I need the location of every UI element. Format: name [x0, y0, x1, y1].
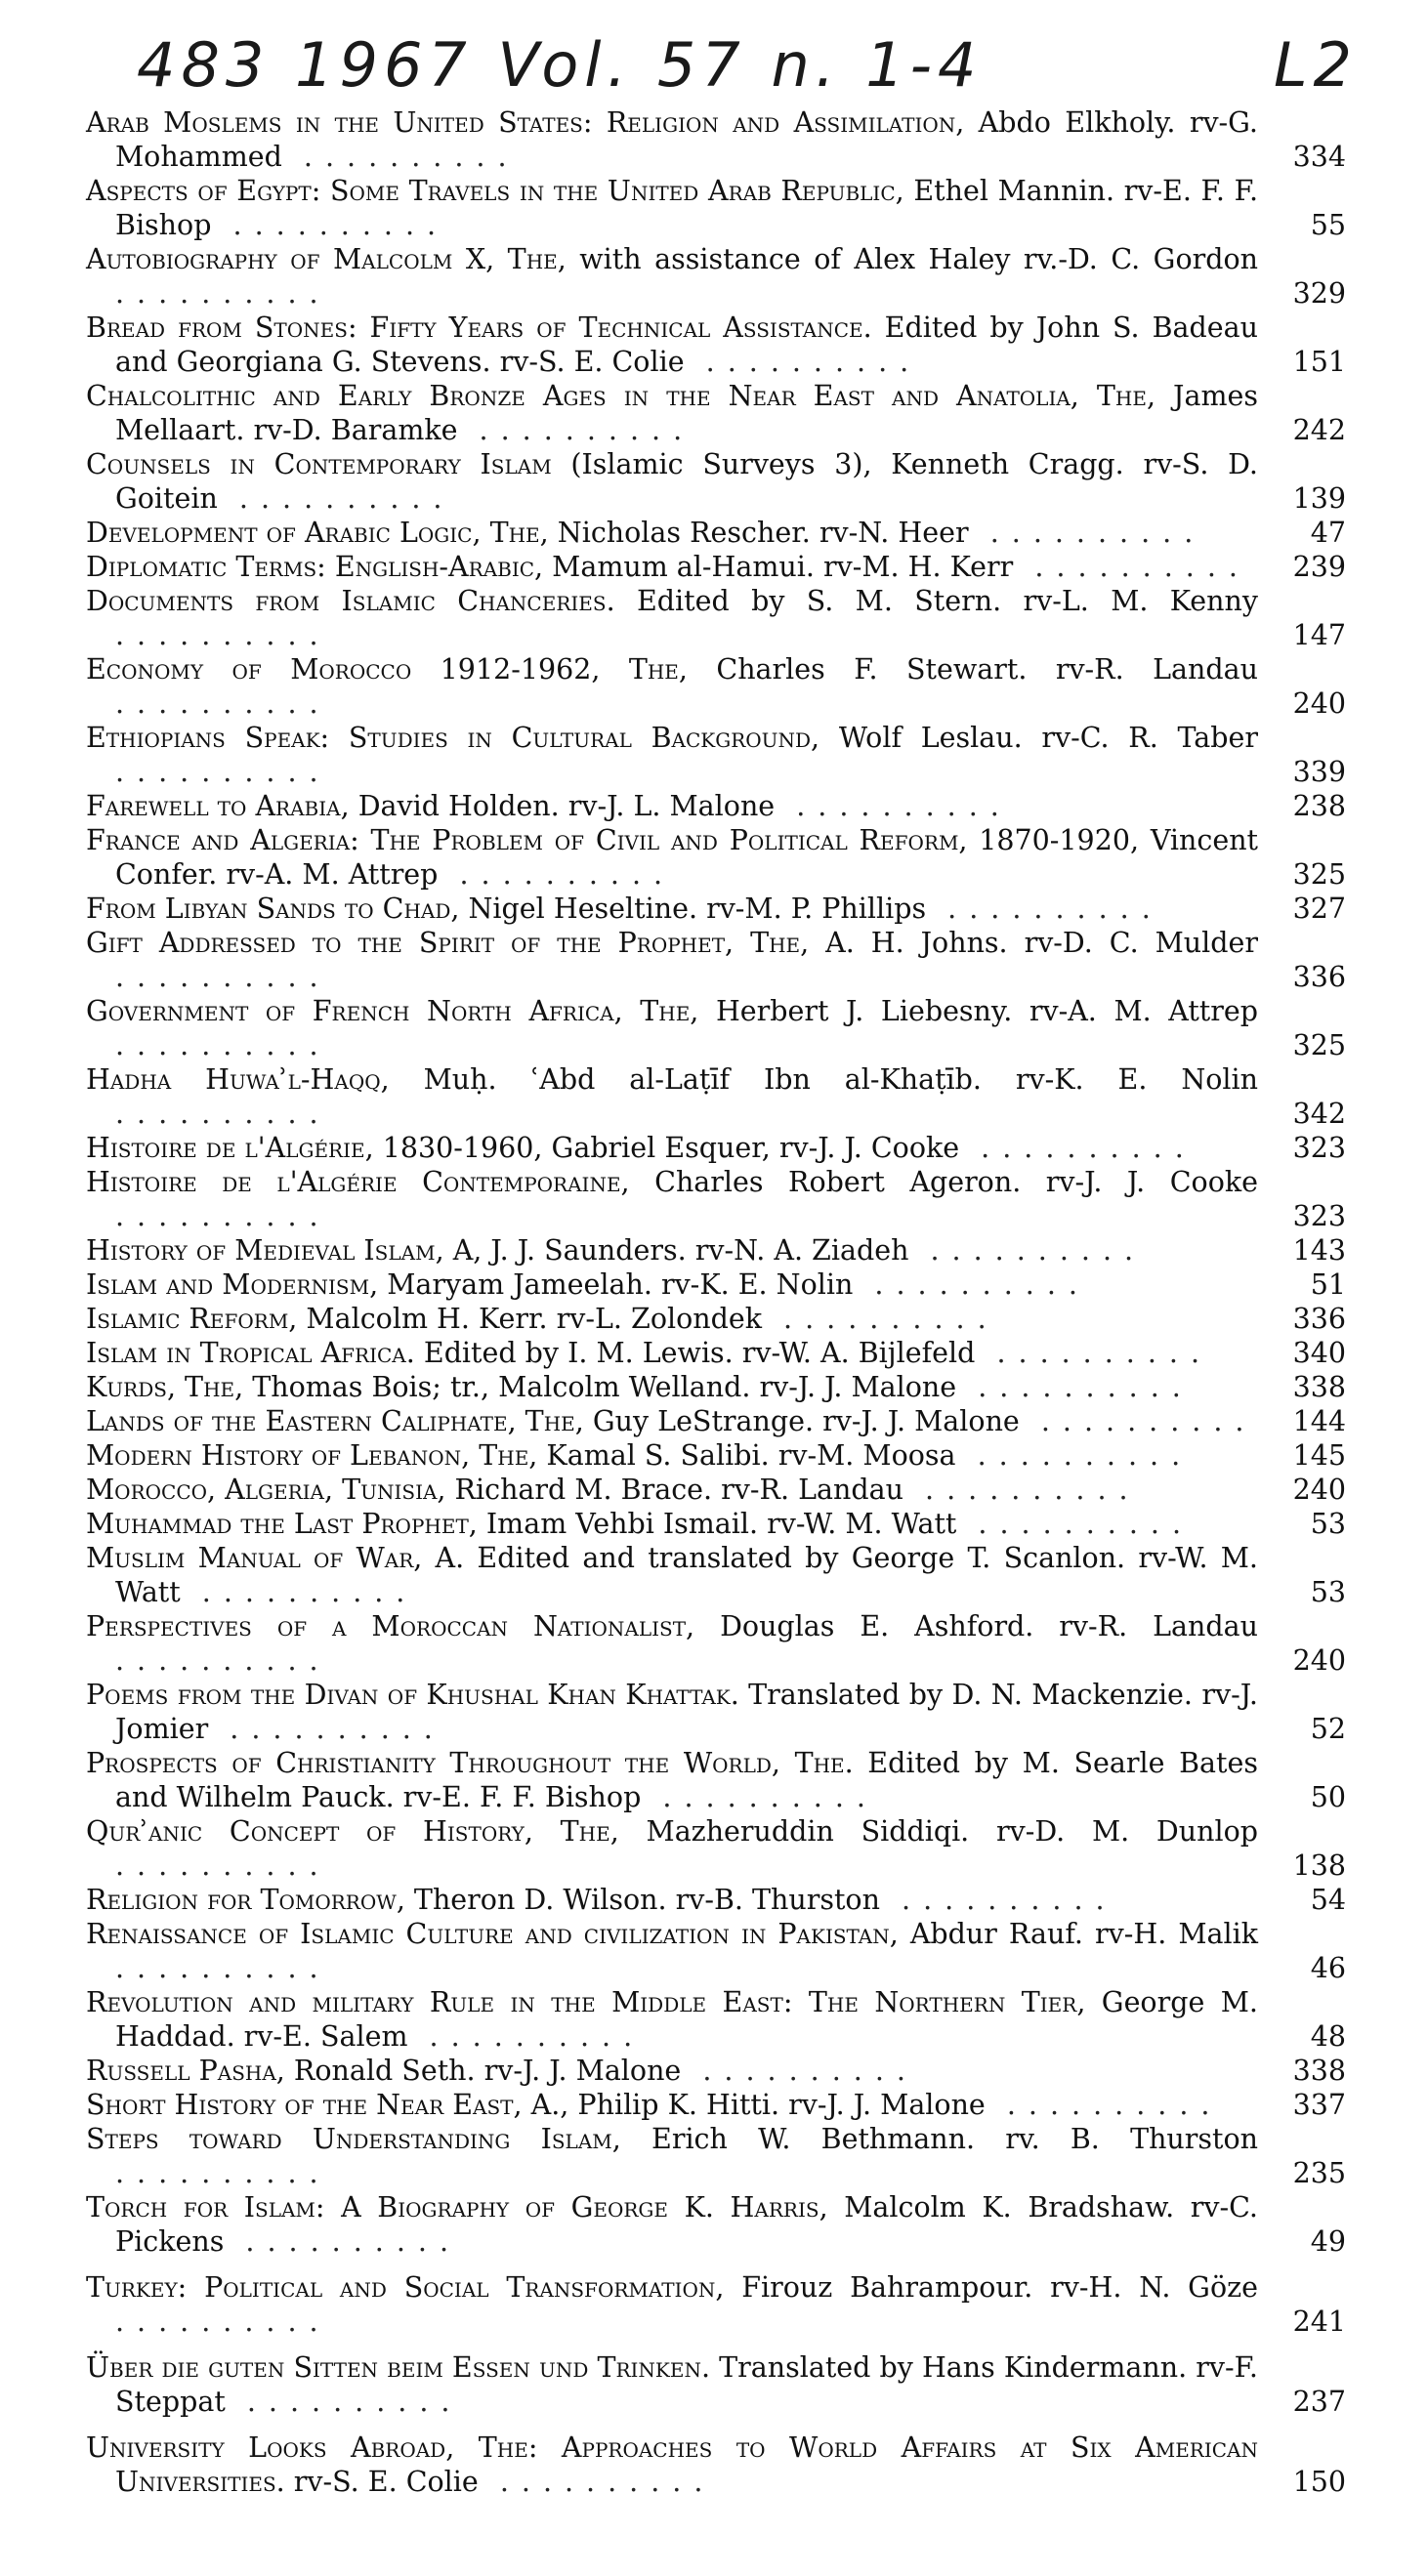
- entry-title: France and Algeria: The Problem of Civil and Political Reform, 1870-1920,: [86, 824, 1140, 856]
- index-entry: [86, 789, 1346, 823]
- entry-text: [86, 1678, 1258, 1746]
- index-entry: [86, 174, 1346, 242]
- entry-title: Morocco, Algeria, Tunisia,: [86, 1474, 446, 1506]
- entry-title: Government of French North Africa, The,: [86, 995, 699, 1027]
- entry-text: [86, 105, 1258, 174]
- leader-dots: ..........: [225, 2386, 463, 2418]
- entry-author-reviewer: Mamum al-Hamui. rv-M. H. Kerr: [543, 551, 1014, 583]
- index-entry: [86, 2350, 1346, 2419]
- entry-text: [86, 311, 1258, 379]
- entry-title: Ethiopians Speak: Studies in Cultural Background,: [86, 722, 820, 754]
- entry-author-reviewer: Imam Vehbi Ismail. rv-W. M. Watt: [477, 1508, 957, 1540]
- entry-author-reviewer: Herbert J. Liebesny. rv-A. M. Attrep: [698, 995, 1258, 1027]
- entry-title: Gift Addressed to the Spirit of the Prophet, The,: [86, 927, 810, 959]
- index-entry: [86, 2088, 1346, 2122]
- entry-author-reviewer: Guy LeStrange. rv-J. J. Malone: [583, 1405, 1020, 1437]
- index-entry: [86, 1267, 1346, 1302]
- leader-dots: ..........: [115, 619, 331, 651]
- index-entry: [86, 550, 1346, 584]
- entry-title: Renaissance of Islamic Culture and civilization in Pakistan,: [86, 1918, 899, 1950]
- index-entry: [86, 242, 1346, 311]
- entry-author-reviewer: Malcolm H. Kerr. rv-L. Zolondek: [297, 1303, 762, 1335]
- entry-page-number: 147: [1292, 619, 1346, 651]
- entry-text: [86, 2122, 1258, 2190]
- handwritten-annotation: [137, 29, 1397, 101]
- entry-page-number: 143: [1292, 1234, 1346, 1267]
- entry-title: Modern History of Lebanon, The,: [86, 1439, 538, 1472]
- index-entry: [86, 1131, 1346, 1165]
- entry-title: Chalcolithic and Early Bronze Ages in the Near East and Anatolia, The,: [86, 380, 1156, 412]
- leader-dots: ..........: [956, 1508, 1195, 1540]
- entry-text: [86, 2350, 1258, 2419]
- leader-dots: ..........: [115, 1200, 331, 1232]
- entry-page-number: 50: [1310, 1781, 1346, 1813]
- leader-dots: ..........: [438, 858, 676, 891]
- entry-text: [86, 1165, 1258, 1233]
- entry-page-number: 52: [1310, 1713, 1346, 1745]
- entry-title: Qurʾanic Concept of History, The,: [86, 1815, 619, 1848]
- leader-dots: ..........: [180, 1576, 418, 1608]
- entry-page-number: 139: [1292, 482, 1346, 515]
- entry-title: Farewell to Arabia,: [86, 790, 350, 822]
- entry-text: [86, 550, 1258, 584]
- entry-title: From Libyan Sands to Chad,: [86, 893, 460, 925]
- leader-dots: ..........: [211, 209, 449, 241]
- index-entry: [86, 1062, 1346, 1131]
- index-entry: [86, 584, 1346, 652]
- leader-dots: ..........: [224, 2225, 462, 2258]
- entry-page-number: 342: [1292, 1098, 1346, 1130]
- leader-dots: ..........: [115, 687, 331, 720]
- entry-author-reviewer: Philip K. Hitti. rv-J. J. Malone: [568, 2089, 986, 2121]
- entry-text: [86, 1404, 1258, 1438]
- index-entry: [86, 1541, 1346, 1609]
- entry-page-number: 53: [1310, 1576, 1346, 1608]
- leader-dots: ..........: [853, 1268, 1090, 1301]
- index-entry: [86, 1507, 1346, 1541]
- leader-dots: ..........: [968, 517, 1206, 549]
- leader-dots: ..........: [985, 2089, 1223, 2121]
- entry-text: [86, 1473, 1258, 1507]
- entry-page-number: 336: [1292, 961, 1346, 993]
- leader-dots: ..........: [208, 1713, 445, 1745]
- index-entry: [86, 379, 1346, 447]
- entry-title: Aspects of Egypt: Some Travels in the United Arab Republic,: [86, 175, 904, 207]
- entry-page-number: 240: [1292, 1644, 1346, 1677]
- index-entry: [86, 1883, 1346, 1917]
- entry-author-reviewer: Firouz Bahrampour. rv-H. N. Göze: [724, 2271, 1258, 2304]
- entry-author-reviewer: Charles Robert Ageron. rv-J. J. Cooke: [629, 1166, 1258, 1198]
- leader-dots: ..........: [959, 1132, 1197, 1164]
- leader-dots: ..........: [955, 1439, 1194, 1472]
- entry-author-reviewer: Mazheruddin Siddiqi. rv-D. M. Dunlop: [618, 1815, 1258, 1848]
- entry-title: Histoire de l'Algérie Contemporaine,: [86, 1166, 630, 1198]
- entry-text: [86, 1233, 1258, 1267]
- entry-text: [86, 892, 1258, 926]
- entry-author-reviewer: Edited by John S. Badeau and Georgiana G. Stevens. rv-S. E. Colie: [115, 312, 1258, 378]
- entry-title: Autobiography of Malcolm X, The,: [86, 243, 567, 275]
- entry-text: [86, 1541, 1258, 1609]
- leader-dots: ..........: [775, 790, 1012, 822]
- index-entry: [86, 994, 1346, 1062]
- index-entry: [86, 823, 1346, 892]
- entry-page-number: 336: [1292, 1303, 1346, 1335]
- entry-page-number: 145: [1292, 1439, 1346, 1472]
- entry-page-number: 339: [1292, 756, 1346, 788]
- entry-page-number: 240: [1292, 1474, 1346, 1506]
- entry-page-number: 323: [1292, 1132, 1346, 1164]
- entry-title: Über die guten Sitten beim Essen und Trinken.: [86, 2351, 711, 2384]
- entry-page-number: 138: [1292, 1849, 1346, 1882]
- entry-author-reviewer: Edited by I. M. Lewis. rv-W. A. Bijlefeld: [414, 1337, 976, 1369]
- entry-author-reviewer: Kamal S. Salibi. rv-M. Moosa: [537, 1439, 956, 1472]
- entry-text: [86, 2088, 1258, 2122]
- index-entry: [86, 1678, 1346, 1746]
- entry-author-reviewer: Malcolm K. Bradshaw. rv-C. Pickens: [115, 2191, 1258, 2258]
- leader-dots: ..........: [115, 1952, 331, 1984]
- index-entry: [86, 1609, 1346, 1678]
- handwritten-call-number: 483 1967 Vol. 57 n. 1-4: [137, 29, 983, 101]
- entry-page-number: 340: [1292, 1337, 1346, 1369]
- index-entry: [86, 311, 1346, 379]
- entry-text: [86, 584, 1258, 652]
- entry-text: [86, 1062, 1258, 1131]
- entry-author-reviewer: Wolf Leslau. rv-C. R. Taber: [819, 722, 1258, 754]
- leader-dots: ..........: [956, 1371, 1194, 1403]
- entry-title: Islamic Reform,: [86, 1303, 298, 1335]
- entry-text: [86, 721, 1258, 789]
- leader-dots: ..........: [908, 1234, 1147, 1267]
- index-entry: [86, 2054, 1346, 2088]
- entry-page-number: 55: [1310, 209, 1346, 241]
- entry-title: Counsels in Contemporary Islam: [86, 448, 552, 480]
- leader-dots: ..........: [115, 1098, 331, 1130]
- index-entry: [86, 1370, 1346, 1404]
- leader-dots: ..........: [478, 2466, 716, 2498]
- index-entry: [86, 2122, 1346, 2190]
- index-entry: [86, 721, 1346, 789]
- leader-dots: ..........: [681, 2055, 918, 2087]
- entry-text: [86, 1267, 1258, 1302]
- entry-author-reviewer: Charles F. Stewart. rv-R. Landau: [687, 653, 1258, 686]
- entry-title: Russell Pasha,: [86, 2055, 285, 2087]
- entry-page-number: 237: [1292, 2386, 1346, 2418]
- entry-page-number: 150: [1292, 2466, 1346, 2498]
- entry-title: Turkey: Political and Social Transformation,: [86, 2271, 725, 2304]
- entry-text: [86, 2431, 1258, 2499]
- book-review-index: [86, 105, 1346, 2499]
- entry-title: Bread from Stones: Fifty Years of Technical Assistance.: [86, 312, 872, 344]
- entry-author-reviewer: Nicholas Rescher. rv-N. Heer: [548, 517, 969, 549]
- index-entry: [86, 926, 1346, 994]
- leader-dots: ..........: [115, 1849, 331, 1882]
- entry-text: [86, 242, 1258, 311]
- entry-author-reviewer: (Islamic Surveys 3), Kenneth Cragg. rv-S. D. Goitein: [115, 448, 1258, 515]
- entry-text: [86, 1814, 1258, 1883]
- entry-text: [86, 2190, 1258, 2259]
- entry-text: [86, 652, 1258, 721]
- entry-text: [86, 926, 1258, 994]
- entry-page-number: 242: [1292, 414, 1346, 446]
- entry-text: [86, 174, 1258, 242]
- entry-page-number: 47: [1310, 517, 1346, 549]
- entry-author-reviewer: Abdur Rauf. rv-H. Malik: [898, 1918, 1259, 1950]
- leader-dots: ..........: [641, 1781, 878, 1813]
- entry-title: Lands of the Eastern Caliphate, The,: [86, 1405, 584, 1437]
- entry-text: [86, 823, 1258, 892]
- index-entry: [86, 1917, 1346, 1985]
- handwritten-code: L2: [1274, 29, 1358, 101]
- index-entry: [86, 1165, 1346, 1233]
- leader-dots: ..........: [115, 961, 331, 993]
- entry-page-number: 51: [1310, 1268, 1346, 1301]
- entry-author-reviewer: Nigel Heseltine. rv-M. P. Phillips: [459, 893, 927, 925]
- entry-author-reviewer: Maryam Jameelah. rv-K. E. Nolin: [378, 1268, 854, 1301]
- entry-title: Development of Arabic Logic, The,: [86, 517, 549, 549]
- entry-page-number: 334: [1292, 141, 1346, 173]
- index-entry: [86, 652, 1346, 721]
- index-entry: [86, 1473, 1346, 1507]
- entry-author-reviewer: Edited by M. Searle Bates and Wilhelm Pauck. rv-E. F. F. Bishop: [115, 1747, 1258, 1813]
- index-entry: [86, 1985, 1346, 2054]
- leader-dots: ..........: [684, 346, 922, 378]
- entry-page-number: 235: [1292, 2157, 1346, 2189]
- index-entry: [86, 1302, 1346, 1336]
- entry-text: [86, 1131, 1258, 1165]
- entry-title: Torch for Islam: A Biography of George K. Harris,: [86, 2191, 828, 2223]
- leader-dots: ..........: [903, 1474, 1141, 1506]
- entry-text: [86, 1609, 1258, 1678]
- entry-author-reviewer: Ethel Mannin. rv-E. F. F. Bishop: [115, 175, 1259, 241]
- index-entry: [86, 1233, 1346, 1267]
- entry-title: Prospects of Christianity Throughout the World, The.: [86, 1747, 854, 1779]
- entry-page-number: 327: [1292, 893, 1346, 925]
- leader-dots: ..........: [115, 277, 331, 310]
- entry-title: Hadha Huwaʾl-Haqq,: [86, 1063, 390, 1096]
- entry-page-number: 49: [1310, 2225, 1346, 2258]
- leader-dots: ..........: [407, 2020, 646, 2053]
- entry-page-number: 46: [1310, 1952, 1346, 1984]
- entry-page-number: 325: [1292, 858, 1346, 891]
- entry-text: [86, 1917, 1258, 1985]
- index-entry: [86, 892, 1346, 926]
- leader-dots: ..........: [457, 414, 695, 446]
- entry-text: [86, 379, 1258, 447]
- entry-text: [86, 447, 1258, 516]
- leader-dots: ..........: [975, 1337, 1213, 1369]
- entry-text: [86, 1746, 1258, 1814]
- entry-author-reviewer: James Mellaart. rv-D. Baramke: [115, 380, 1258, 446]
- leader-dots: ..........: [217, 482, 455, 515]
- entry-text: [86, 1883, 1258, 1917]
- entry-title: History of Medieval Islam, A,: [86, 1234, 483, 1267]
- entry-page-number: 325: [1292, 1029, 1346, 1061]
- entry-text: [86, 994, 1258, 1062]
- entry-text: [86, 789, 1258, 823]
- entry-title: Poems from the Divan of Khushal Khan Khattak.: [86, 1679, 739, 1711]
- leader-dots: ..........: [926, 893, 1163, 925]
- entry-title: Kurds, The,: [86, 1371, 244, 1403]
- index-entry: [86, 1746, 1346, 1814]
- entry-text: [86, 2270, 1258, 2339]
- entry-title: Documents from Islamic Chanceries.: [86, 585, 615, 617]
- entry-author-reviewer: David Holden. rv-J. L. Malone: [349, 790, 776, 822]
- entry-page-number: 144: [1292, 1405, 1346, 1437]
- leader-dots: ..........: [115, 2306, 331, 2338]
- entry-page-number: 338: [1292, 1371, 1346, 1403]
- leader-dots: ..........: [762, 1303, 999, 1335]
- entry-title: Islam and Modernism,: [86, 1268, 379, 1301]
- entry-title: Steps toward Understanding Islam,: [86, 2123, 621, 2155]
- entry-page-number: 53: [1310, 1508, 1346, 1540]
- leader-dots: ..........: [115, 1644, 331, 1677]
- entry-text: [86, 1507, 1258, 1541]
- entry-text: [86, 1336, 1258, 1370]
- index-entry: [86, 1336, 1346, 1370]
- entry-author-reviewer: Richard M. Brace. rv-R. Landau: [445, 1474, 903, 1506]
- entry-author-reviewer: Douglas E. Ashford. rv-R. Landau: [694, 1610, 1258, 1642]
- entry-author-reviewer: Edited by S. M. Stern. rv-L. M. Kenny: [614, 585, 1258, 617]
- entry-page-number: 337: [1292, 2089, 1346, 2121]
- entry-author-reviewer: Translated by D. N. Mackenzie. rv-J. Jomier: [115, 1679, 1258, 1745]
- entry-page-number: 238: [1292, 790, 1346, 822]
- index-entry: [86, 2270, 1346, 2339]
- entry-author-reviewer: with assistance of Alex Haley rv.-D. C. Gordon: [566, 243, 1258, 275]
- entry-author-reviewer: Edited and translated by George T. Scanlon. rv-W. M. Watt: [115, 1542, 1258, 1608]
- entry-title: University Looks Abroad, The: Approaches to World Affairs at Six American Universities.: [86, 2431, 1258, 2498]
- entry-title: Religion for Tomorrow,: [86, 1884, 405, 1916]
- leader-dots: ..........: [115, 1029, 331, 1061]
- entry-text: [86, 2054, 1258, 2088]
- entry-page-number: 240: [1292, 687, 1346, 720]
- entry-author-reviewer: Thomas Bois; tr., Malcolm Welland. rv-J. J. Malone: [243, 1371, 957, 1403]
- entry-author-reviewer: J. J. Saunders. rv-N. A. Ziadeh: [482, 1234, 909, 1267]
- entry-author-reviewer: A. H. Johns. rv-D. C. Mulder: [809, 927, 1258, 959]
- entry-author-reviewer: Gabriel Esquer, rv-J. J. Cooke: [542, 1132, 960, 1164]
- entry-title: Revolution and military Rule in the Middle East: The Northern Tier,: [86, 1986, 1086, 2018]
- entry-title: Arab Moslems in the United States: Religion and Assimilation,: [86, 106, 965, 139]
- entry-author-reviewer: George M. Haddad. rv-E. Salem: [115, 1986, 1258, 2053]
- entry-text: [86, 1370, 1258, 1404]
- entry-author-reviewer: Translated by Hans Kindermann. rv-F. Steppat: [115, 2351, 1258, 2418]
- entry-title: Muhammad the Last Prophet,: [86, 1508, 478, 1540]
- entry-author-reviewer: rv-S. E. Colie: [284, 2466, 479, 2498]
- leader-dots: ..........: [1013, 551, 1250, 583]
- entry-page-number: 338: [1292, 2055, 1346, 2087]
- entry-author-reviewer: Theron D. Wilson. rv-B. Thurston: [404, 1884, 880, 1916]
- leader-dots: ..........: [879, 1884, 1117, 1916]
- index-entry: [86, 1404, 1346, 1438]
- index-entry: [86, 2190, 1346, 2259]
- entry-text: [86, 1438, 1258, 1473]
- entry-page-number: 239: [1292, 551, 1346, 583]
- entry-page-number: 54: [1310, 1884, 1346, 1916]
- entry-text: [86, 1985, 1258, 2054]
- index-entry: [86, 105, 1346, 174]
- entry-author-reviewer: Ronald Seth. rv-J. J. Malone: [284, 2055, 682, 2087]
- index-entry: [86, 447, 1346, 516]
- entry-page-number: 323: [1292, 1200, 1346, 1232]
- entry-page-number: 48: [1310, 2020, 1346, 2053]
- entry-page-number: 241: [1292, 2306, 1346, 2338]
- entry-title: Short History of the Near East, A.,: [86, 2089, 569, 2121]
- index-entry: [86, 1438, 1346, 1473]
- entry-title: Muslim Manual of War, A.: [86, 1542, 465, 1574]
- index-entry: [86, 516, 1346, 550]
- entry-page-number: 151: [1292, 346, 1346, 378]
- entry-author-reviewer: Vincent Confer. rv-A. M. Attrep: [115, 824, 1259, 891]
- entry-title: Islam in Tropical Africa.: [86, 1337, 415, 1369]
- entry-text: [86, 1302, 1258, 1336]
- entry-title: Diplomatic Terms: English-Arabic,: [86, 551, 544, 583]
- index-entry: [86, 2431, 1346, 2499]
- entry-text: [86, 516, 1258, 550]
- entry-author-reviewer: Abdo Elkholy. rv-G. Mohammed: [115, 106, 1258, 173]
- index-entry: [86, 1814, 1346, 1883]
- entry-title: Economy of Morocco 1912-1962, The,: [86, 653, 688, 686]
- entry-author-reviewer: Erich W. Bethmann. rv. B. Thurston: [620, 2123, 1258, 2155]
- leader-dots: ..........: [1019, 1405, 1257, 1437]
- leader-dots: ..........: [115, 756, 331, 788]
- entry-title: Perspectives of a Moroccan Nationalist,: [86, 1610, 695, 1642]
- leader-dots: ..........: [115, 2157, 331, 2189]
- entry-title: Histoire de l'Algérie, 1830-1960,: [86, 1132, 543, 1164]
- entry-author-reviewer: Muḥ. ʿAbd al-Laṭīf Ibn al-Khaṭīb. rv-K. E. Nolin: [389, 1063, 1259, 1096]
- entry-page-number: 329: [1292, 277, 1346, 310]
- leader-dots: ..........: [281, 141, 520, 173]
